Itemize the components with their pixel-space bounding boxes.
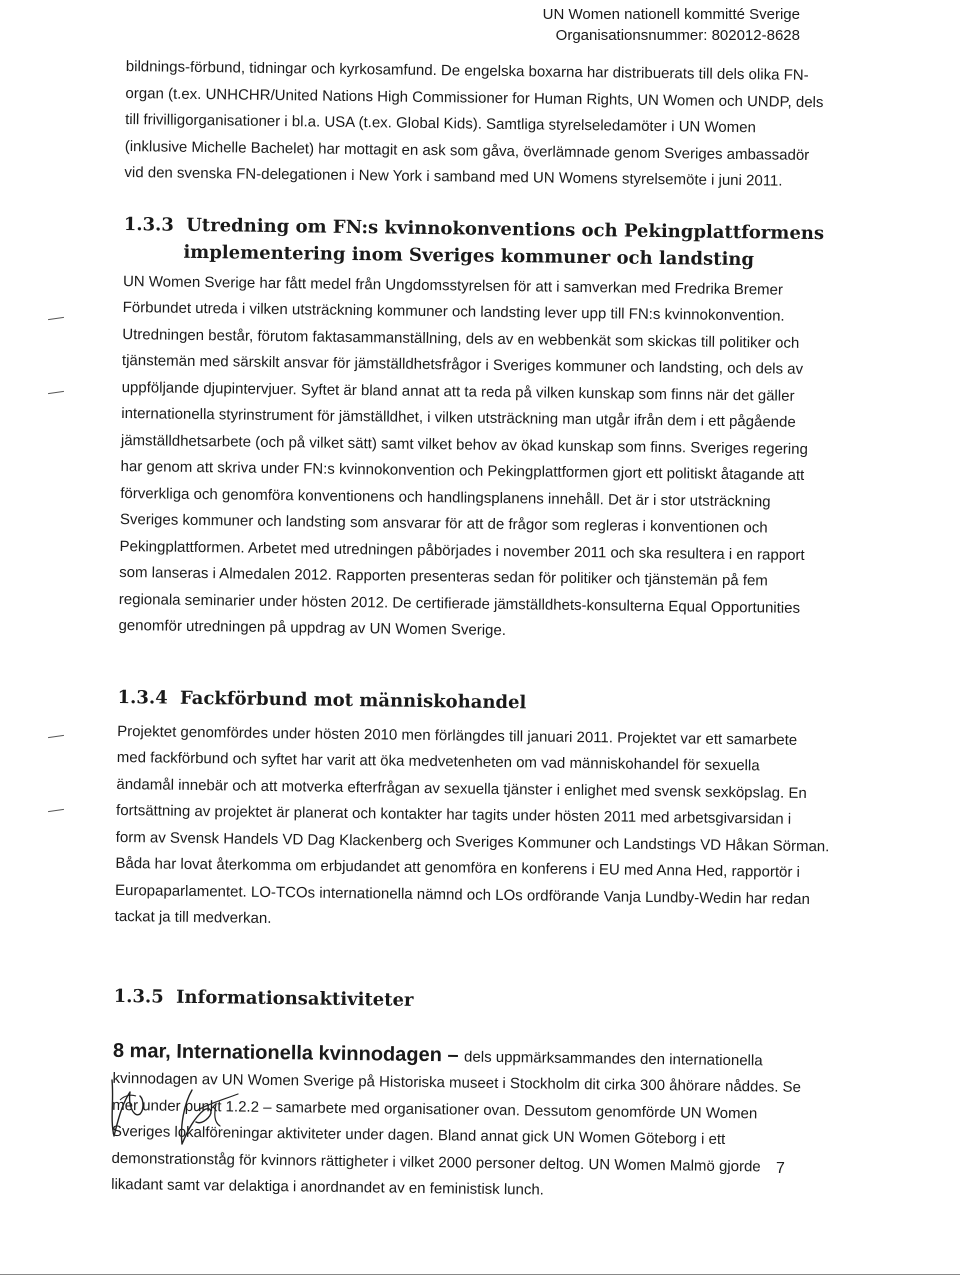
scan-edge-line: [0, 1274, 960, 1275]
margin-mark: [48, 317, 64, 320]
text-line: demonstrationståg för kvinnors rättigheter i vilket 2000 personer deltog. UN Women Malmö gjorde: [111, 1149, 761, 1175]
section-number: 1.3.3: [123, 213, 175, 236]
text-line: Europaparlamentet. LO-TCOs internationella nämnd och LOs ordförande Vanja Lundby-Wedin har redan: [114, 881, 810, 908]
section-1-3-3-paragraph: [118, 268, 849, 648]
section-heading-1-3-5: [113, 982, 839, 1019]
text-line: tjänstemän med särskilt ansvar för jämställdhetsfrågor i Sveriges kommuner och landsting, och dels av: [121, 351, 804, 378]
text-line: har genom att skriva under FN:s kvinnokonvention och Pekingplattformen gjort ett politiskt åtagande att: [120, 457, 805, 484]
text-line: förverkliga och genomföra konventionens och handlingsplanens innehåll. Det är i stor utsträckning: [120, 484, 771, 510]
section-heading-1-3-4: [117, 683, 843, 720]
text-line: Förbundet utreda i vilken utsträckning kommuner och landsting lever upp till FN:s kvinnokonvention.: [122, 298, 785, 325]
text-line: som lanseras i Almedalen 2012. Rapporten presenteras sedan för politiker och tjänstemän på fem: [119, 563, 768, 590]
margin-mark: [48, 391, 64, 394]
margin-mark: [48, 735, 64, 738]
header-organisation-number: Organisationsnummer: 802012-8628: [555, 27, 800, 44]
text-line: mer under punkt 1.2.2 – samarbete med organisationer ovan. Dessutom genomförde UN Women: [112, 1096, 758, 1122]
text-line: organ (t.ex. UNHCHR/United Nations High Commissioner for Human Rights, UN Women och UNDP, dels: [125, 84, 824, 111]
text-line: ändamål innebär och att motverka efterfrågan av sexuella tjänster i enlighet med svensk sexköpslag. En: [116, 775, 807, 802]
text-line: bildnings-förbund, tidningar och kyrkosamfund. De engelska boxarna har distribuerats till dels olika FN-: [125, 57, 809, 84]
text-line: tackat ja till medverkan.: [114, 907, 272, 927]
handwritten-initials: [100, 1070, 260, 1150]
text-line: Båda har lovat återkomma om erbjudandet att genomföra en konferens i EU med Anna Hed, rapportör i: [115, 854, 801, 881]
section-number: 1.3.5: [113, 985, 164, 1008]
text-line: Sveriges lokalföreningar aktiviteter under dagen. Bland annat gick UN Women Göteborg i ett: [111, 1122, 726, 1148]
section-title: Informationsaktiviteter: [175, 986, 414, 1011]
text-line: genomför utredningen på uppdrag av UN Women Sverige.: [118, 616, 507, 640]
event-title: 8 mar, Internationella kvinnodagen –: [112, 1039, 465, 1067]
page-header: [543, 4, 800, 46]
text-line: kvinnodagen av UN Women Sverige på Historiska museet i Stockholm dit cirka 300 åhörare nåddes. Se: [112, 1069, 802, 1096]
page-number: 7: [776, 1160, 785, 1177]
intro-paragraph: [124, 54, 852, 196]
section-title-line: implementering inom Sveriges kommuner och landsting: [183, 241, 755, 270]
text-line: UN Women Sverige har fått medel från Ungdomsstyrelsen för att i samverkan med Fredrika Bremer: [122, 272, 784, 299]
text-line: regionala seminarier under hösten 2012. De certifierade jämställdhets-konsulterna Equal Opportunities: [118, 590, 801, 617]
text-line: form av Svensk Handels VD Dag Klackenberg och Sveriges Kommuner och Landstings VD Håkan Sörman.: [115, 828, 830, 855]
text-line: med fackförbund och syftet har varit att öka medvetenheten om vad människohandel för sexuella: [116, 748, 760, 775]
text-line: Sveriges kommuner och landsting som ansvarar för att de frågor som regleras i konventionen och: [119, 510, 768, 537]
header-organisation-name: UN Women nationell kommitté Sverige: [542, 6, 800, 23]
text-line: internationella styrinstrument för jämställdhet, i vilken utsträckning man utgår ifrån dem i ett pågående: [121, 404, 796, 431]
section-title: Fackförbund mot människohandel: [179, 687, 527, 713]
section-number: 1.3.4: [117, 686, 168, 709]
text-line: Pekingplattformen. Arbetet med utredningen påbörjades i november 2011 och ska resultera i en rapport: [119, 537, 805, 564]
text-line: Utredningen består, förutom faktasammanställning, dels av en webbenkät som skickas till politiker och: [122, 325, 800, 352]
text-line: likadant samt var delaktiga i anordnandet av en feministisk lunch.: [111, 1175, 545, 1199]
text-line: vid den svenska FN-delegationen i New York i samband med UN Womens styrelsemöte i juni 2011.: [124, 163, 783, 190]
text-line: till frivilligorganisationer i bl.a. USA (t.ex. Global Kids). Samtliga styrelseledamöter i UN Women: [125, 110, 756, 137]
text-line: dels uppmärksammandes den internationella: [464, 1048, 763, 1069]
page-content: [111, 54, 852, 1208]
text-line: (inklusive Michelle Bachelet) har mottagit en ask som gåva, överlämnade genom Sveriges ambassadör: [124, 137, 810, 164]
section-title-line: Utredning om FN:s kvinnokonventions och Pekingplattformens: [186, 214, 825, 244]
section-heading-1-3-3: [123, 210, 850, 273]
text-line: fortsättning av projektet är planerat och kontakter har tagits under hösten 2011 med arbetsgivarsidan i: [115, 801, 792, 828]
margin-mark: [48, 809, 64, 812]
section-1-3-4-paragraph: [115, 718, 844, 939]
text-line: jämställdhetsarbete (och på vilket sätt) samt vilket behov av ökad kunskap som finns. Sveriges regering: [120, 431, 808, 458]
text-line: Projektet genomfördes under hösten 2010 men förlängdes till januari 2011. Projektet var ett samarbete: [117, 722, 798, 749]
text-line: uppföljande djupintervjuer. Syftet är bland annat att ta reda på vilken kunskap som finns när det gäller: [121, 378, 795, 405]
